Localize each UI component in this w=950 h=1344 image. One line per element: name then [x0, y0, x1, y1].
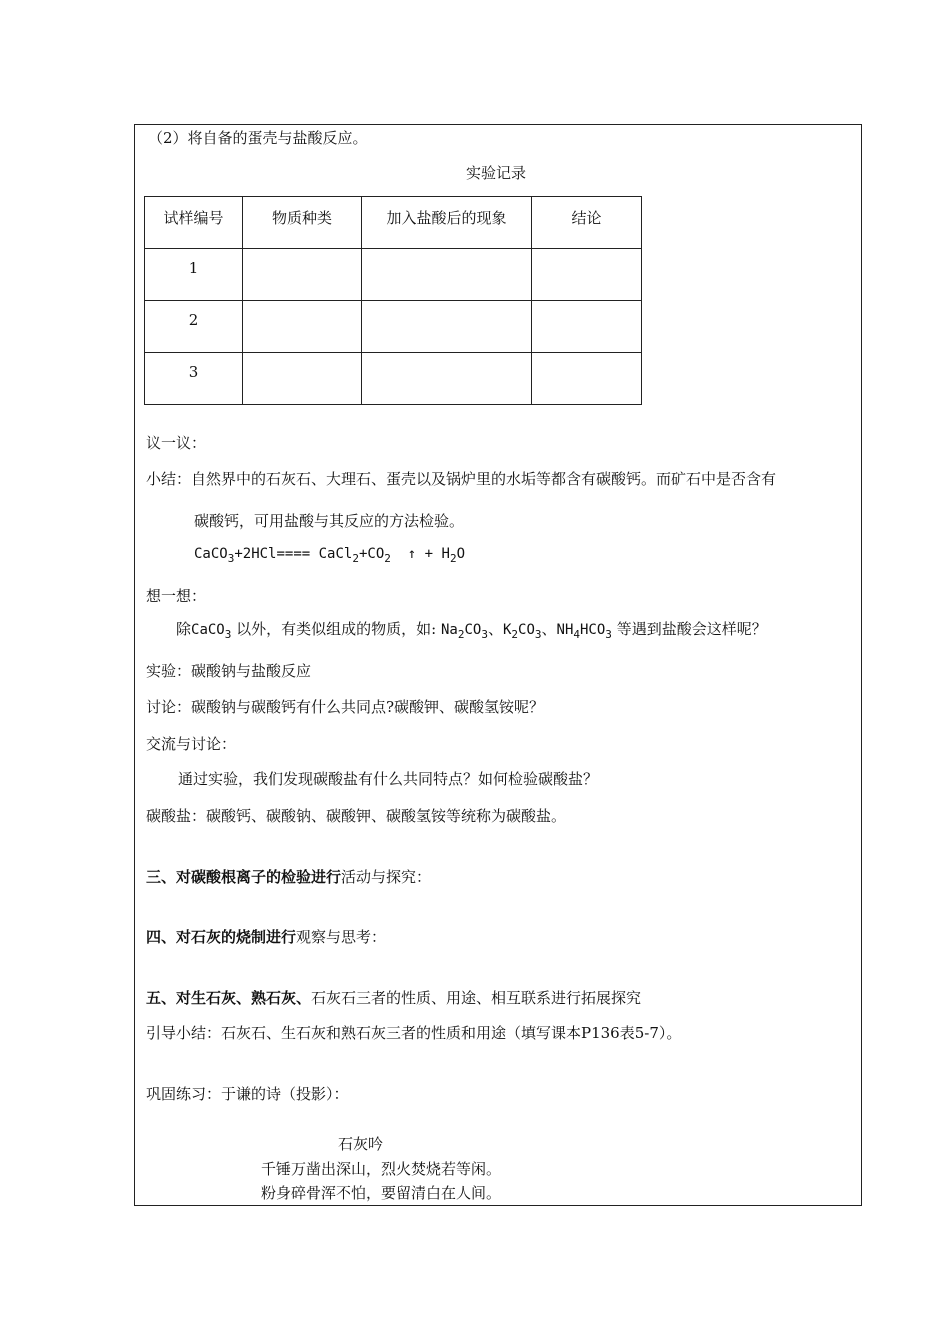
carbonate-definition: 碳酸盐：碳酸钙、碳酸钠、碳酸钾、碳酸氢铵等统称为碳酸盐。	[146, 807, 567, 825]
table-row	[145, 301, 642, 353]
cell-phenomenon	[362, 249, 532, 301]
eq-sub: 2	[449, 552, 457, 565]
think-heading: 想一想：	[146, 587, 207, 605]
think-text: 以外，有类似组成的物质，如:	[236, 620, 441, 638]
discussion-text: 讨论：碳酸钠与碳酸钙有什么共同点?碳酸钾、碳酸氢铵呢？	[146, 698, 545, 716]
cell-phenomenon	[362, 353, 532, 405]
exchange-body: 通过实验，我们发现碳酸盐有什么共同特点？如何检验碳酸盐？	[178, 770, 599, 788]
section-5-bold: 五、对生石灰、熟石灰、	[146, 989, 312, 1007]
poem-title: 石灰吟	[338, 1135, 384, 1153]
eq-sub: 2	[352, 552, 359, 565]
think-body	[176, 619, 767, 640]
header-conclusion: 结论	[532, 197, 642, 249]
section-4-bold: 四、对石灰的烧制进行	[146, 928, 297, 946]
cell-conclusion	[532, 249, 642, 301]
summary-line-2: 碳酸钙，可用盐酸与其反应的方法检验。	[194, 512, 465, 530]
section-3-heading	[146, 867, 431, 887]
formula: CO	[464, 622, 482, 638]
intro-text: （2）将自备的蛋壳与盐酸反应。	[148, 129, 368, 147]
formula-sub: 2	[457, 628, 465, 641]
formula: Na	[440, 622, 458, 638]
table-title: 实验记录	[466, 164, 527, 182]
eq-part: +2HCl==== CaCl	[234, 546, 353, 562]
cell-conclusion	[532, 301, 642, 353]
section-5-normal: 石灰石三者的性质、用途、相互联系进行拓展探究	[311, 989, 642, 1007]
table-header-row	[145, 197, 642, 249]
eq-sub: 3	[227, 552, 235, 565]
section-3-bold: 三、对碳酸根离子的检验进行	[146, 868, 342, 886]
section-4-heading	[146, 927, 386, 947]
section-5-heading	[146, 988, 641, 1008]
table-row	[145, 249, 642, 301]
formula-sub: 3	[224, 628, 232, 641]
poem-line-1: 千锤万凿出深山，烈火焚烧若等闲。	[261, 1160, 502, 1178]
poem-line-2: 粉身碎骨浑不怕，要留清白在人间。	[261, 1184, 502, 1202]
summary-line-1: 小结：自然界中的石灰石、大理石、蛋壳以及锅炉里的水垢等都含有碳酸钙。而矿石中是否含有	[146, 470, 777, 488]
section-3-normal: 活动与探究：	[341, 868, 432, 886]
cell-conclusion	[532, 353, 642, 405]
formula-sub: 2	[511, 628, 519, 641]
cell-substance	[243, 249, 362, 301]
formula: HCO	[580, 622, 606, 638]
experiment-text: 实验：碳酸钠与盐酸反应	[146, 662, 312, 680]
guide-summary: 引导小结：石灰石、生石灰和熟石灰三者的性质和用途（填写课本P136表5-7）。	[146, 1024, 682, 1042]
cell-phenomenon	[362, 301, 532, 353]
formula-sub: 3	[605, 628, 612, 641]
cell-sample-id: 1	[145, 249, 243, 301]
formula-sub: 3	[481, 628, 488, 641]
cell-sample-id: 3	[145, 353, 243, 405]
header-phenomenon: 加入盐酸后的现象	[362, 197, 532, 249]
table-row	[145, 353, 642, 405]
separator: 、	[541, 620, 557, 638]
formula-sub: 4	[573, 628, 580, 641]
formula: NH	[556, 622, 574, 638]
header-substance: 物质种类	[243, 197, 362, 249]
discuss-heading: 议一议：	[146, 434, 207, 452]
cell-substance	[243, 301, 362, 353]
think-text: 除	[176, 620, 192, 638]
cell-sample-id: 2	[145, 301, 243, 353]
cell-substance	[243, 353, 362, 405]
eq-part: +CO	[358, 546, 385, 562]
formula: CaCO	[191, 622, 225, 638]
section-4-normal: 观察与思考：	[296, 928, 387, 946]
separator: 、	[487, 620, 503, 638]
gas-arrow-icon: ↑	[407, 546, 417, 562]
chemical-equation	[194, 544, 465, 564]
formula: K	[502, 622, 512, 638]
formula: CO	[518, 622, 535, 638]
eq-part: CaCO	[194, 546, 228, 562]
experiment-record-table	[144, 196, 642, 405]
exchange-heading: 交流与讨论：	[146, 735, 237, 753]
think-text: 等遇到盐酸会这样呢？	[616, 620, 767, 638]
practice-text: 巩固练习：于谦的诗（投影）：	[146, 1085, 349, 1103]
formula-sub: 3	[534, 628, 542, 641]
eq-part: O	[456, 546, 465, 562]
header-sample-id: 试样编号	[145, 197, 243, 249]
eq-part: + H	[424, 546, 450, 562]
eq-sub: 2	[384, 552, 391, 565]
